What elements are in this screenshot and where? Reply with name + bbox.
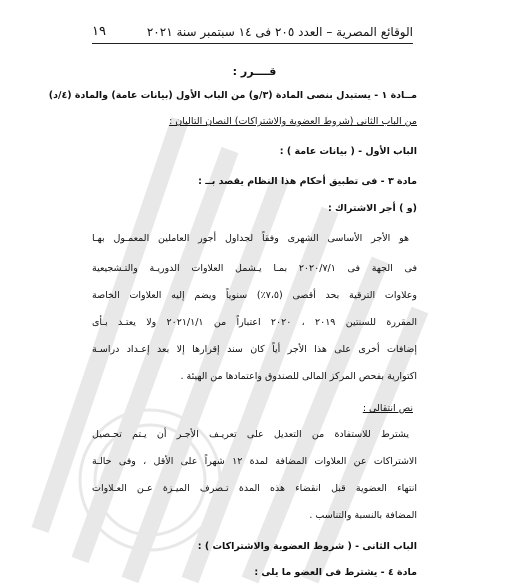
paragraph-line: الاشتراكات عن العلاوات المضافة لمدة ١٢ شهراً على الأقل ، وفى حالـة — [92, 456, 417, 467]
article-1-continuation: من الباب الثانى (شروط العضوية والاشتراكات) النصان التاليان : — [169, 116, 417, 127]
chapter-2-heading: الباب الثانى - ( شروط العضوية والاشتراكات ) : — [197, 541, 417, 552]
paragraph-line: اكتوارية بفحص المركز المالى للصندوق واعتمادها من الهيئة . — [180, 371, 417, 382]
chapter-1-heading: الباب الأول - ( بيانات عامة ) : — [279, 146, 417, 157]
gazette-title: الوقائع المصرية – العدد ٢٠٥ فى ١٤ سبتمبر سنة ٢٠٢١ — [146, 25, 413, 39]
page-header — [92, 22, 413, 42]
paragraph-line: يشترط للاستفادة من التعديل على تعريـف الأجـر أن يـتم تحـصيل — [92, 429, 409, 440]
page-number: ١٩ — [92, 24, 106, 39]
header-divider — [92, 43, 413, 44]
paragraph-line: انتهاء العضوية قبل انقضاء هذه المدة تـصرف الميـزة عـن العـلاوات — [92, 483, 417, 494]
paragraph-line: هو الأجر الأساسى الشهرى وفقاً لجداول أجور العاملين المعمـول بهـا — [92, 233, 409, 244]
paragraph-line: المضافة بالنسبة والتناسب . — [309, 510, 417, 521]
paragraph-line: وعلاوات الترقية بحد أقصى (٧،٥٪) سنوياً ويضم إليه العلاوات الخاصة — [92, 290, 418, 301]
item-w-heading: (و ) أجر الاشتراك : — [327, 203, 417, 214]
article-4-heading: مادة ٤ - يشترط فى العضو ما يلى : — [254, 567, 417, 578]
article-1-line: مــادة ١ - يستبدل بنصى المادة (٣/و) من الباب الأول (بيانات عامة) والمادة (٤/د) — [48, 90, 417, 101]
article-3-heading: مادة ٣ - فى تطبيق أحكام هذا النظام يقصد بــ : — [198, 176, 417, 187]
paragraph-line: فى الجهة فى ٢٠٢٠/٧/١ بمـا يـشمل العلاوات الدوريـة والتـشجيعية — [92, 263, 417, 274]
transitional-heading: نص انتقالى : — [362, 403, 413, 414]
paragraph-line: المقررة للسنتين ٢٠١٩ ، ٢٠٢٠ اعتباراً من ٢٠٢١/١/١ ولا يعتـد بـأى — [92, 317, 417, 328]
decision-title: قــــرر : — [232, 65, 277, 78]
paragraph-line: إضافات أخرى على هذا الأجر أياً كان سند إقرارها إلا بعد إعـداد دراسـة — [92, 344, 417, 355]
